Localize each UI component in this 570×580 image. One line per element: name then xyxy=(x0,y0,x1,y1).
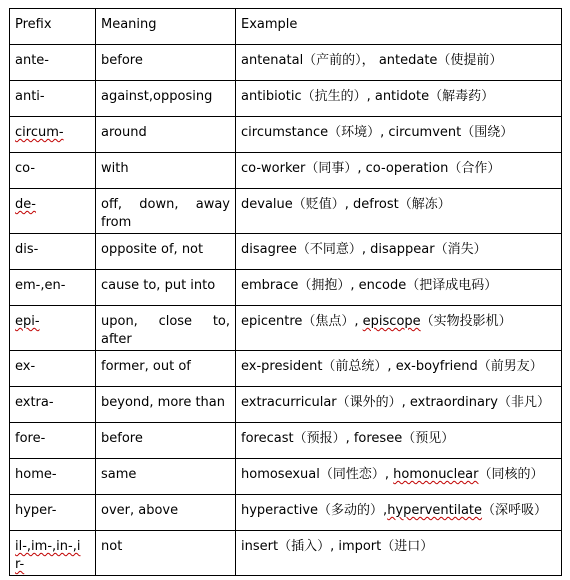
example-text: （同核的） xyxy=(478,467,544,482)
table-row xyxy=(10,117,562,153)
table-row xyxy=(10,234,562,270)
example-cell: insert（插入）, import（进口） xyxy=(236,531,562,576)
example-text: （深呼吸） xyxy=(482,503,548,518)
meaning-line: from xyxy=(101,215,132,230)
example-cell: embrace（拥抱）, encode（把译成电码） xyxy=(236,270,562,306)
prefix-cell xyxy=(10,117,96,153)
example-word: hyperventilate xyxy=(387,503,483,518)
prefix-cell: dis- xyxy=(10,234,96,270)
table-row xyxy=(10,351,562,387)
table-row xyxy=(10,423,562,459)
meaning-line: off, down, away xyxy=(101,197,230,212)
prefix-text: il-,im-,in-,i xyxy=(15,539,81,554)
meaning-cell: cause to, put into xyxy=(96,270,236,306)
meaning-cell: beyond, more than xyxy=(96,387,236,423)
meaning-line: after xyxy=(101,332,132,347)
prefix-text: epi- xyxy=(15,314,40,329)
meaning-cell: over, above xyxy=(96,495,236,531)
meaning-cell xyxy=(96,189,236,234)
example-cell: antenatal（产前的）， antedate（使提前） xyxy=(236,45,562,81)
meaning-cell: before xyxy=(96,45,236,81)
prefix-text: circum- xyxy=(15,125,64,140)
prefix-cell xyxy=(10,306,96,351)
prefix-cell: co- xyxy=(10,153,96,189)
table-row xyxy=(10,531,562,576)
example-cell: disagree（不同意）, disappear（消失） xyxy=(236,234,562,270)
prefix-cell: extra- xyxy=(10,387,96,423)
example-cell: co-worker（同事）, co-operation（合作） xyxy=(236,153,562,189)
table-row xyxy=(10,45,562,81)
meaning-line: upon, close to, xyxy=(101,314,230,329)
header-example: Example xyxy=(236,9,562,45)
header-prefix: Prefix xyxy=(10,9,96,45)
example-text: hyperactive（多动的）, xyxy=(241,503,388,518)
example-cell: devalue（贬值）, defrost（解冻） xyxy=(236,189,562,234)
table-row xyxy=(10,189,562,234)
example-text: homosexual（同性恋）, xyxy=(241,467,394,482)
meaning-cell: against,opposing xyxy=(96,81,236,117)
example-cell: antibiotic（抗生的）, antidote（解毒药） xyxy=(236,81,562,117)
meaning-cell: opposite of, not xyxy=(96,234,236,270)
prefix-cell: ante- xyxy=(10,45,96,81)
prefix-table xyxy=(9,8,562,576)
table-row xyxy=(10,387,562,423)
example-text: epicentre（焦点）, xyxy=(241,314,363,329)
prefix-cell xyxy=(10,189,96,234)
prefix-cell: em-,en- xyxy=(10,270,96,306)
example-cell: ex-president（前总统）, ex-boyfriend（前男友） xyxy=(236,351,562,387)
table-row xyxy=(10,81,562,117)
table-row xyxy=(10,270,562,306)
prefix-cell: fore- xyxy=(10,423,96,459)
example-cell: forecast（预报）, foresee（预见） xyxy=(236,423,562,459)
meaning-cell: not xyxy=(96,531,236,576)
example-cell: extracurricular（课外的）, extraordinary（非凡） xyxy=(236,387,562,423)
table-header-row xyxy=(10,9,562,45)
prefix-cell xyxy=(10,531,96,576)
example-word: homonuclear xyxy=(393,467,479,482)
meaning-cell: same xyxy=(96,459,236,495)
example-cell: circumstance（环境）, circumvent（围绕） xyxy=(236,117,562,153)
example-cell xyxy=(236,306,562,351)
table-row xyxy=(10,306,562,351)
meaning-cell: before xyxy=(96,423,236,459)
example-cell xyxy=(236,459,562,495)
example-cell xyxy=(236,495,562,531)
meaning-cell: around xyxy=(96,117,236,153)
meaning-cell xyxy=(96,306,236,351)
prefix-cell: ex- xyxy=(10,351,96,387)
header-meaning: Meaning xyxy=(96,9,236,45)
example-text: （实物投影机） xyxy=(420,314,512,329)
prefix-text: de- xyxy=(15,197,36,212)
prefix-cell: home- xyxy=(10,459,96,495)
meaning-cell: with xyxy=(96,153,236,189)
prefix-table-container xyxy=(9,8,561,576)
prefix-cell: hyper- xyxy=(10,495,96,531)
prefix-text: r- xyxy=(15,557,25,572)
table-row xyxy=(10,153,562,189)
prefix-cell: anti- xyxy=(10,81,96,117)
table-row xyxy=(10,495,562,531)
table-row xyxy=(10,459,562,495)
meaning-cell: former, out of xyxy=(96,351,236,387)
example-word: episcope xyxy=(362,314,421,329)
